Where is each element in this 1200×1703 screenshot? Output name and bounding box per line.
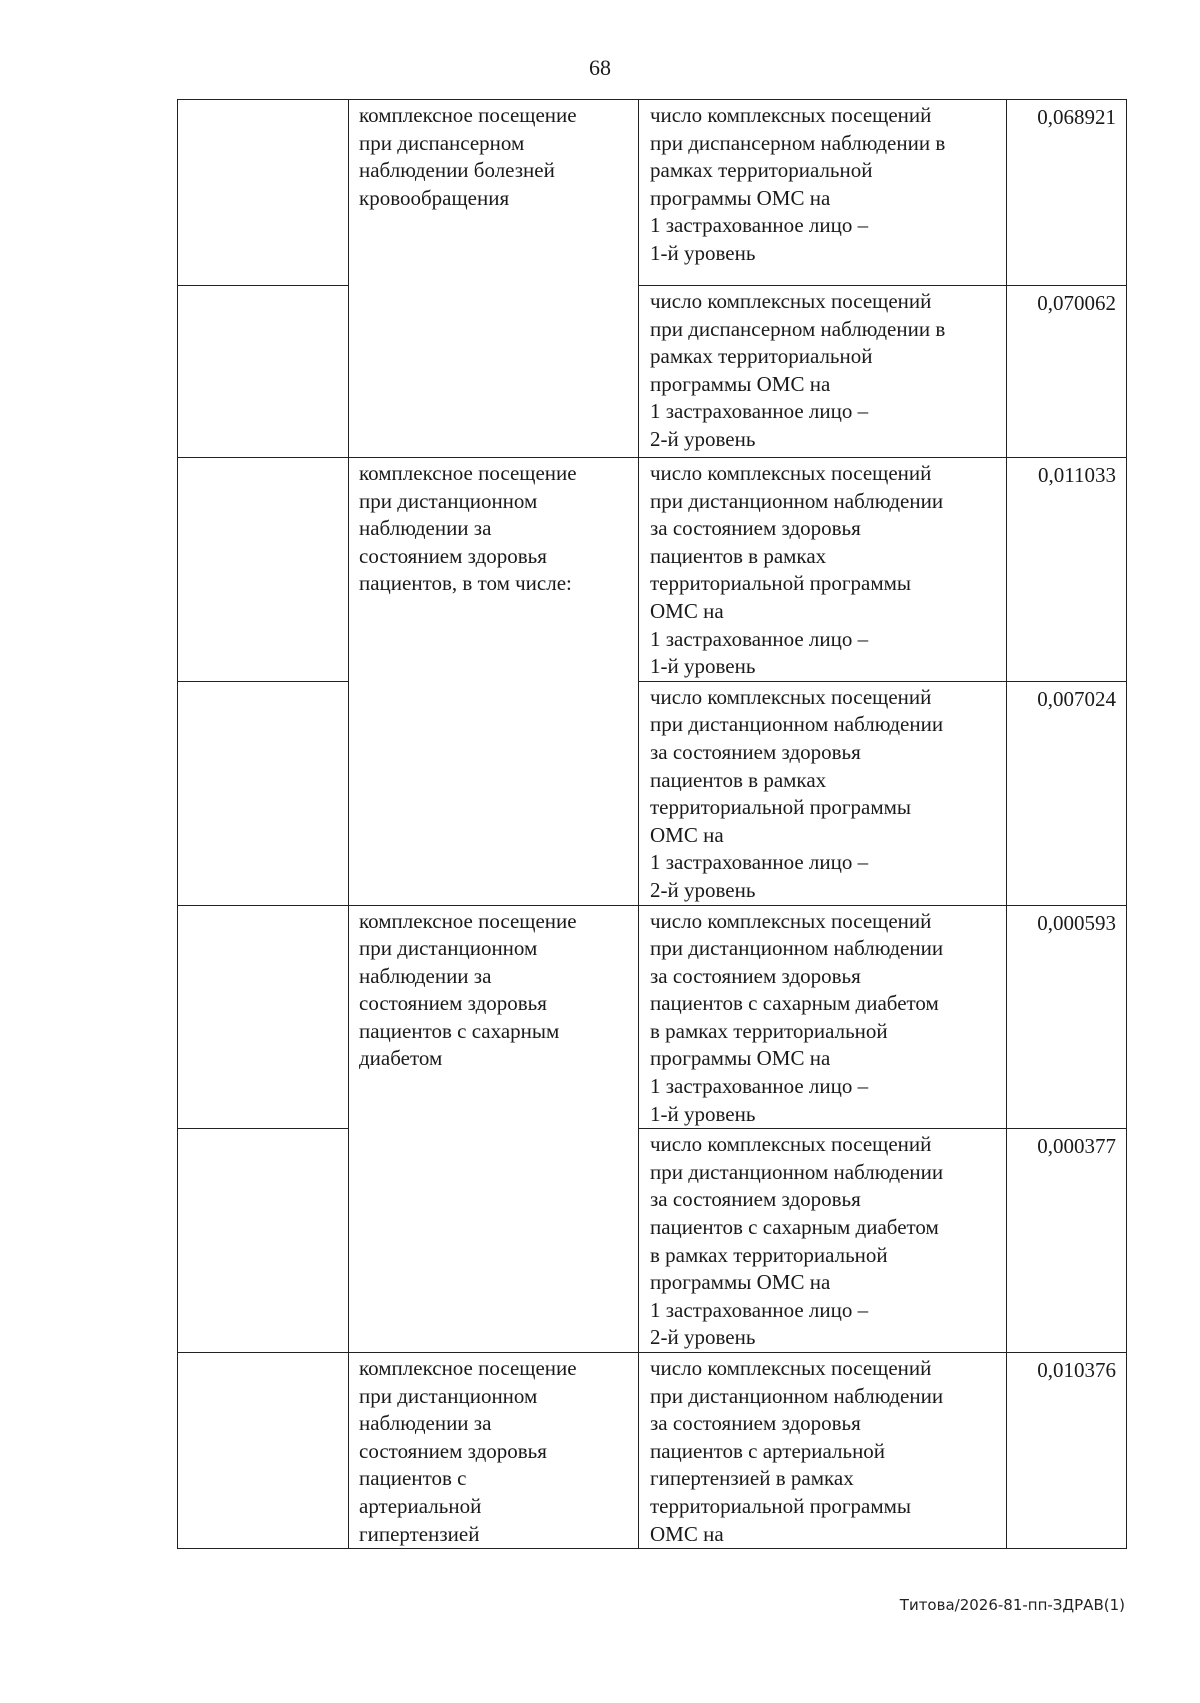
table-row xyxy=(178,458,1127,682)
table-row xyxy=(178,681,1127,905)
value-cell: 0,068921 xyxy=(1007,100,1127,286)
table-row xyxy=(178,100,1127,286)
value-cell: 0,007024 xyxy=(1007,681,1127,905)
empty-cell xyxy=(178,1129,349,1353)
value-cell: 0,000593 xyxy=(1007,905,1127,1129)
table-row xyxy=(178,905,1127,1129)
table-row xyxy=(178,1129,1127,1353)
empty-cell xyxy=(178,681,349,905)
table-row xyxy=(178,1353,1127,1549)
indicator-cell: число комплексных посещений при дистанционном наблюдении за состоянием здоровья пациентов в рамках территориальной программы ОМС на 1 застрахованное лицо – 2-й уровень xyxy=(639,681,1007,905)
indicator-cell: число комплексных посещений при дистанционном наблюдении за состоянием здоровья пациентов с сахарным диабетом в рамках территориальной программы ОМС на 1 застрахованное лицо – 1-й уровень xyxy=(639,905,1007,1129)
visit-type-cell: комплексное посещение при диспансерном наблюдении болезней кровообращения xyxy=(349,100,639,458)
empty-cell xyxy=(178,1353,349,1549)
value-cell: 0,000377 xyxy=(1007,1129,1127,1353)
value-cell: 0,011033 xyxy=(1007,458,1127,682)
indicator-cell: число комплексных посещений при дистанционном наблюдении за состоянием здоровья пациентов в рамках территориальной программы ОМС на 1 застрахованное лицо – 1-й уровень xyxy=(639,458,1007,682)
visit-type-cell: комплексное посещение при дистанционном наблюдении за состоянием здоровья пациентов с артериальной гипертензией xyxy=(349,1353,639,1549)
indicators-table xyxy=(177,99,1127,1549)
indicator-cell: число комплексных посещений при дистанционном наблюдении за состоянием здоровья пациентов с артериальной гипертензией в рамках территориальной программы ОМС на xyxy=(639,1353,1007,1549)
visit-type-cell: комплексное посещение при дистанционном наблюдении за состоянием здоровья пациентов с сахарным диабетом xyxy=(349,905,639,1353)
page-number: 68 xyxy=(589,55,611,80)
empty-cell xyxy=(178,905,349,1129)
indicator-cell: число комплексных посещений при дистанционном наблюдении за состоянием здоровья пациентов с сахарным диабетом в рамках территориальной программы ОМС на 1 застрахованное лицо – 2-й уровень xyxy=(639,1129,1007,1353)
empty-cell xyxy=(178,100,349,286)
document-code: Титова/2026-81-пп-ЗДРАВ(1) xyxy=(899,1596,1125,1614)
indicator-cell: число комплексных посещений при диспансерном наблюдении в рамках территориальной программы ОМС на 1 застрахованное лицо – 2-й уровень xyxy=(639,286,1007,458)
value-cell: 0,010376 xyxy=(1007,1353,1127,1549)
visit-type-cell: комплексное посещение при дистанционном наблюдении за состоянием здоровья пациентов, в том числе: xyxy=(349,458,639,906)
empty-cell xyxy=(178,458,349,682)
empty-cell xyxy=(178,286,349,458)
table-row xyxy=(178,286,1127,458)
indicator-cell: число комплексных посещений при диспансерном наблюдении в рамках территориальной программы ОМС на 1 застрахованное лицо – 1-й уровень xyxy=(639,100,1007,286)
value-cell: 0,070062 xyxy=(1007,286,1127,458)
